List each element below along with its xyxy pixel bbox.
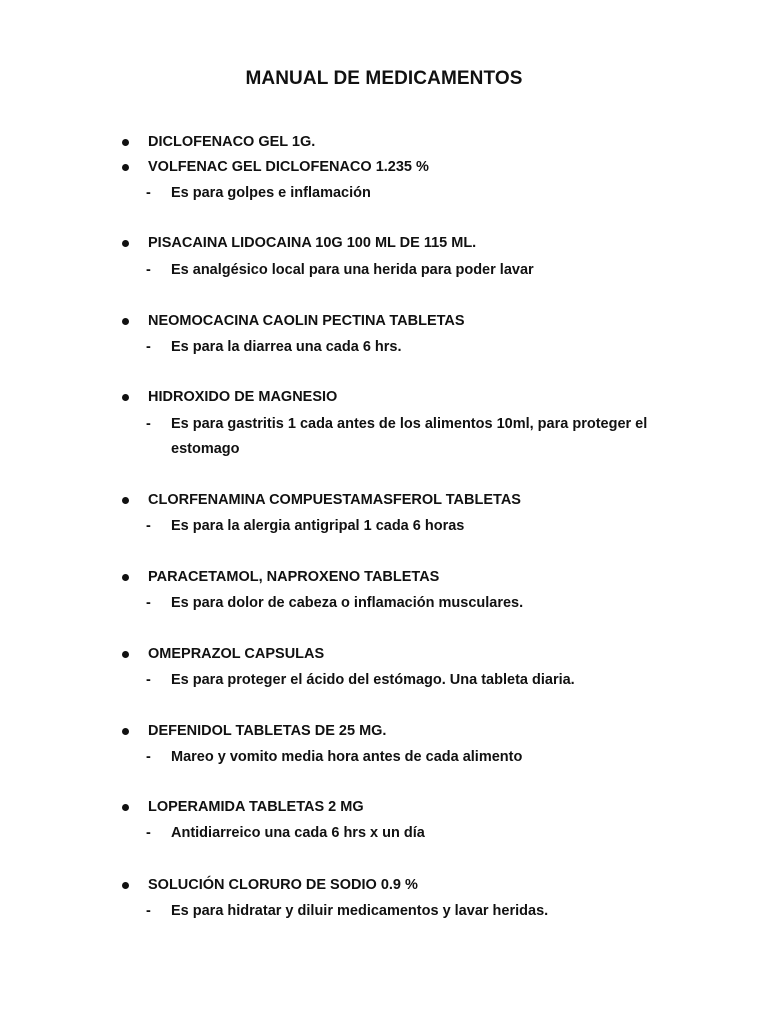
medication-name: DICLOFENACO GEL 1G.: [148, 134, 316, 150]
bullet-icon: [122, 728, 129, 735]
medication-description: Es para gastritis 1 cada antes de los alimentos 10ml, para proteger el: [171, 416, 648, 432]
medication-name: SOLUCIÓN CLORURO DE SODIO 0.9 %: [148, 877, 418, 893]
medication-name: LOPERAMIDA TABLETAS 2 MG: [148, 799, 364, 815]
bullet-icon: [122, 139, 129, 146]
dash-marker: -: [146, 672, 151, 688]
bullet-icon: [122, 804, 129, 811]
dash-marker: -: [146, 825, 151, 841]
dash-marker: -: [146, 416, 151, 432]
medication-description: Antidiarreico una cada 6 hrs x un día: [171, 825, 425, 841]
medication-name: PISACAINA LIDOCAINA 10G 100 ML DE 115 ML.: [148, 235, 477, 251]
dash-marker: -: [146, 595, 151, 611]
medication-name: VOLFENAC GEL DICLOFENACO 1.235 %: [148, 159, 429, 175]
dash-marker: -: [146, 262, 151, 278]
dash-marker: -: [146, 518, 151, 534]
bullet-icon: [122, 651, 129, 658]
medication-description: Es analgésico local para una herida para poder lavar: [171, 262, 534, 278]
medication-description: Es para proteger el ácido del estómago. Una tableta diaria.: [171, 672, 575, 688]
medication-description: Es para golpes e inflamación: [171, 185, 371, 201]
dash-marker: -: [146, 339, 151, 355]
bullet-icon: [122, 574, 129, 581]
medication-name: DEFENIDOL TABLETAS DE 25 MG.: [148, 723, 387, 739]
medication-description: Es para la alergia antigripal 1 cada 6 horas: [171, 518, 465, 534]
medication-description: Es para hidratar y diluir medicamentos y lavar heridas.: [171, 903, 549, 919]
medication-description: Es para dolor de cabeza o inflamación musculares.: [171, 595, 524, 611]
medication-name: OMEPRAZOL CAPSULAS: [148, 646, 325, 662]
bullet-icon: [122, 318, 129, 325]
bullet-icon: [122, 882, 129, 889]
medication-description: Mareo y vomito media hora antes de cada alimento: [171, 749, 523, 765]
bullet-icon: [122, 394, 129, 401]
medication-name: CLORFENAMINA COMPUESTAMASFEROL TABLETAS: [148, 492, 521, 508]
medication-name: HIDROXIDO DE MAGNESIO: [148, 389, 338, 405]
bullet-icon: [122, 240, 129, 247]
bullet-icon: [122, 497, 129, 504]
medication-description-continued: estomago: [171, 441, 240, 457]
medication-description: Es para la diarrea una cada 6 hrs.: [171, 339, 402, 355]
dash-marker: -: [146, 185, 151, 201]
dash-marker: -: [146, 903, 151, 919]
medication-name: PARACETAMOL, NAPROXENO TABLETAS: [148, 569, 440, 585]
dash-marker: -: [146, 749, 151, 765]
medication-name: NEOMOCACINA CAOLIN PECTINA TABLETAS: [148, 313, 465, 329]
bullet-icon: [122, 164, 129, 171]
page-title: MANUAL DE MEDICAMENTOS: [245, 68, 523, 89]
